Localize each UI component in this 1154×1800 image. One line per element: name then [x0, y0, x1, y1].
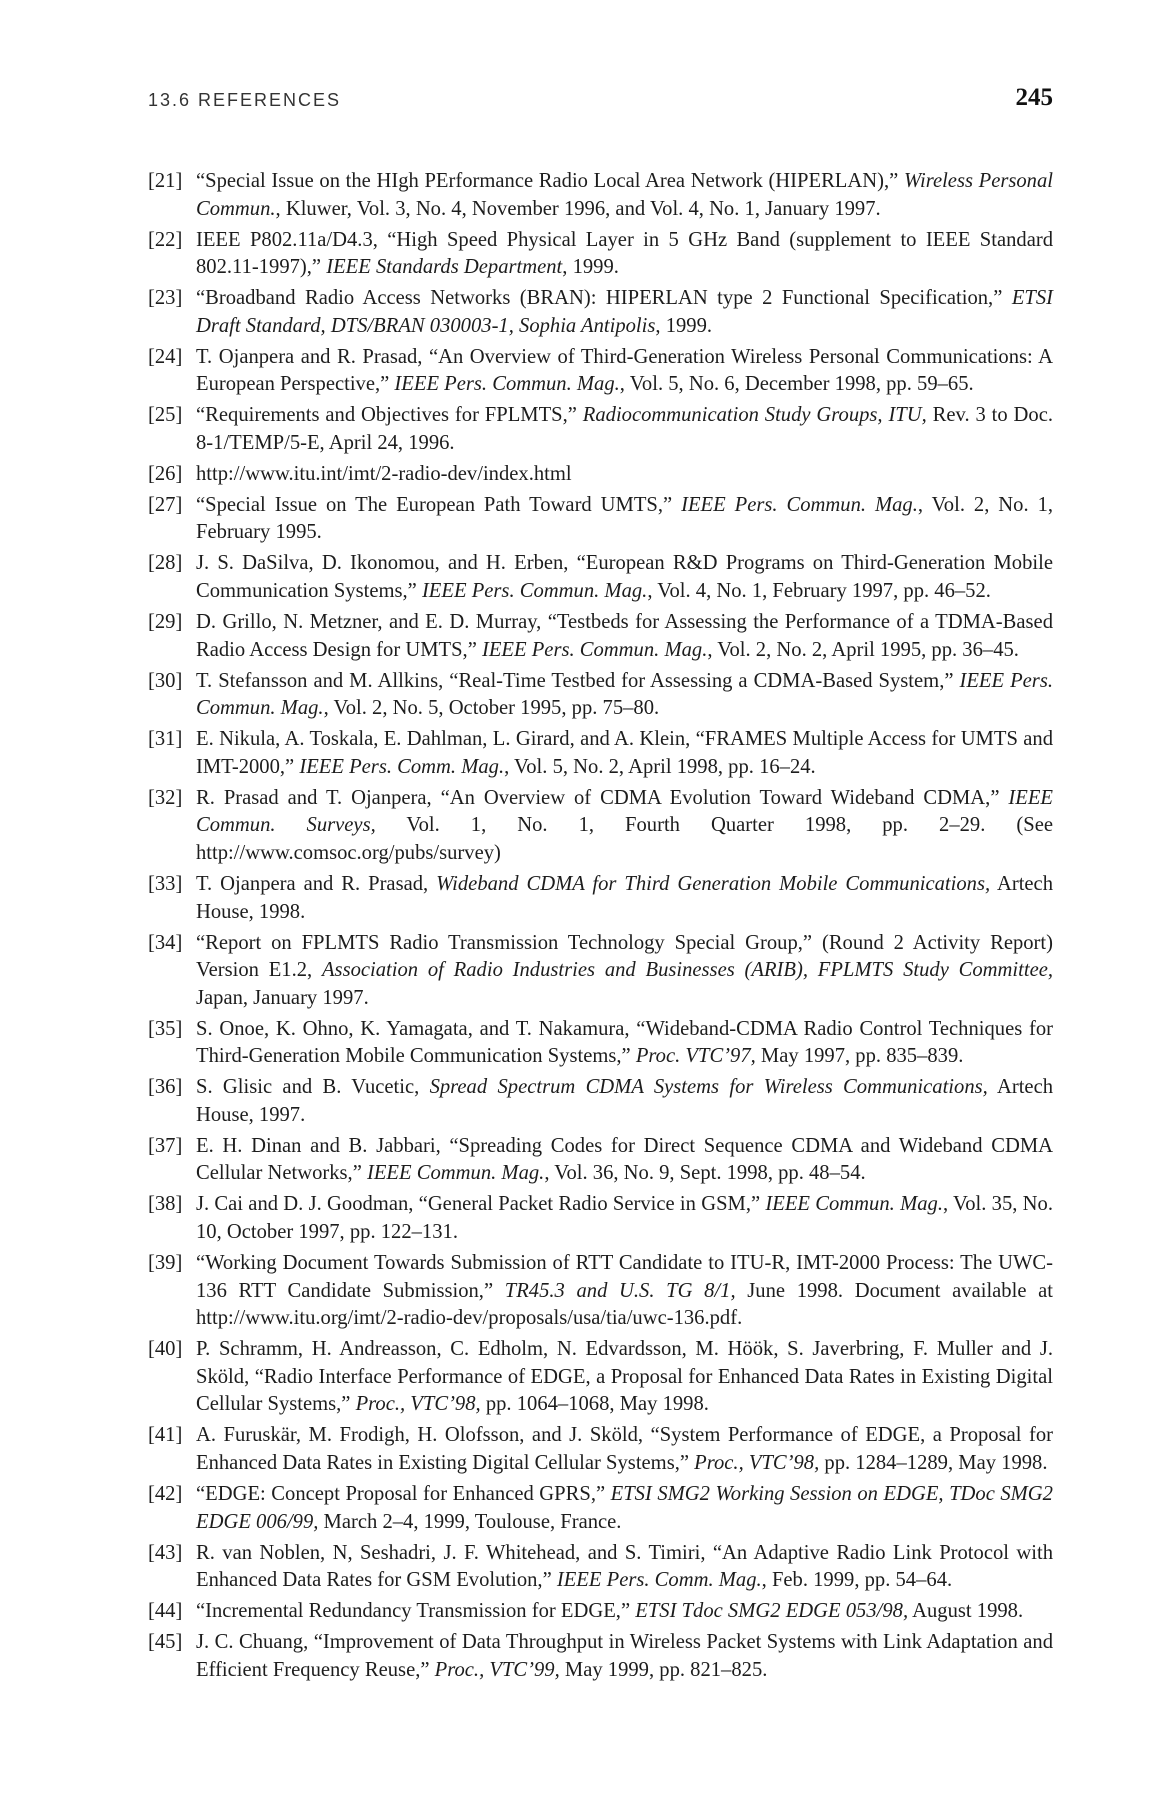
reference-segment: IEEE P802.11a/D4.3, “High Speed Physical Layer in 5 GHz Band (supplement to IEEE Standard 802.11-1997),” — [196, 228, 1053, 279]
reference-text — [196, 726, 1053, 781]
reference-source-italic: IEEE Commun. Surveys, — [196, 786, 1053, 837]
reference-text — [196, 609, 1053, 664]
reference-number: [43] — [148, 1541, 183, 1564]
reference-number: [45] — [148, 1631, 183, 1654]
reference-item — [148, 168, 1053, 223]
page-number: 245 — [1015, 84, 1053, 111]
reference-segment: J. S. DaSilva, D. Ikonomou, and H. Erben, “European R&D Programs on Third-Generation Mobile Communication Systems,” — [196, 552, 1053, 603]
reference-segment: , Vol. 36, No. 9, Sept. 1998, pp. 48–54. — [544, 1162, 866, 1185]
reference-item — [148, 1133, 1053, 1188]
reference-segment: , Vol. 4, No. 1, February 1997, pp. 46–52. — [647, 580, 991, 603]
reference-item — [148, 1540, 1053, 1595]
reference-segment: August 1998. — [908, 1600, 1024, 1623]
reference-source-italic: IEEE Pers. Commun. Mag. — [681, 493, 918, 516]
reference-text — [196, 1540, 1053, 1595]
reference-segment: pp. 1064–1068, May 1998. — [480, 1393, 709, 1416]
reference-item — [148, 550, 1053, 605]
reference-number: [24] — [148, 345, 183, 368]
reference-segment: , Vol. 2, No. 2, April 1995, pp. 36–45. — [707, 638, 1019, 661]
reference-text — [196, 168, 1053, 223]
reference-source-italic: IEEE Pers. Commun. Mag. — [196, 669, 1053, 720]
reference-item — [148, 1422, 1053, 1477]
reference-source-italic: Proc., VTC’98, — [694, 1451, 820, 1474]
reference-source-italic: IEEE Pers. Comm. Mag. — [299, 755, 505, 778]
reference-item — [148, 726, 1053, 781]
reference-item — [148, 930, 1053, 1013]
reference-number: [29] — [148, 611, 183, 634]
reference-source-italic: Radiocommunication Study Groups, ITU, — [582, 404, 927, 427]
reference-number: [36] — [148, 1076, 183, 1099]
reference-text — [196, 461, 1053, 489]
reference-segment: “Broadband Radio Access Networks (BRAN): HIPERLAN type 2 Functional Specification,” — [196, 287, 1012, 310]
reference-source-italic: ETSI Draft Standard, DTS/BRAN 030003-1, Sophia Antipolis — [196, 287, 1053, 337]
reference-segment: E. H. Dinan and B. Jabbari, “Spreading Codes for Direct Sequence CDMA and Wideband CDMA Cellular Networks,” — [196, 1134, 1053, 1185]
reference-segment: “Special Issue on The European Path Toward UMTS,” — [196, 493, 682, 516]
reference-text — [196, 402, 1053, 457]
reference-item — [148, 402, 1053, 457]
reference-number: [27] — [148, 493, 183, 516]
reference-number: [37] — [148, 1134, 183, 1157]
reference-source-italic: Wideband CDMA for Third Generation Mobile Communications, — [436, 872, 991, 895]
reference-item — [148, 492, 1053, 547]
reference-item — [148, 1598, 1053, 1626]
reference-segment: , Vol. 5, No. 2, April 1998, pp. 16–24. — [504, 755, 816, 778]
reference-item — [148, 609, 1053, 664]
reference-segment: “Incremental Redundancy Transmission for EDGE,” — [196, 1600, 636, 1623]
reference-source-italic: TR45.3 and U.S. TG 8/1, — [504, 1279, 736, 1302]
reference-number: [32] — [148, 786, 183, 809]
reference-segment: , Vol. 2, No. 1, February 1995. — [196, 493, 1054, 544]
reference-segment: , 1999. — [562, 256, 619, 279]
reference-segment: E. Nikula, A. Toskala, E. Dahlman, L. Girard, and A. Klein, “FRAMES Multiple Access for UMTS and IMT-2000,” — [196, 728, 1053, 778]
reference-source-italic: IEEE Commun. Mag. — [367, 1162, 545, 1185]
reference-text — [196, 550, 1053, 605]
reference-item — [148, 227, 1053, 282]
reference-segment: R. van Noblen, N, Seshadri, J. F. Whitehead, and S. Timiri, “An Adaptive Radio Link Protocol with Enhanced Data Rates for GSM Evolution,” — [196, 1541, 1053, 1592]
reference-text — [196, 1336, 1053, 1419]
reference-number: [28] — [148, 552, 183, 575]
reference-segment: , Vol. 35, No. 10, October 1997, pp. 122–131. — [196, 1193, 1054, 1244]
reference-item — [148, 785, 1053, 868]
reference-source-italic: Proc., VTC’99, — [434, 1658, 560, 1681]
reference-source-italic: Proc. VTC’97, — [635, 1045, 756, 1068]
reference-segment: , Vol. 2, No. 5, October 1995, pp. 75–80. — [323, 697, 660, 720]
reference-text — [196, 1074, 1053, 1129]
reference-text — [196, 785, 1053, 868]
reference-item — [148, 1191, 1053, 1246]
reference-number: [21] — [148, 170, 183, 192]
reference-segment: “Working Document Towards Submission of RTT Candidate to ITU-R, IMT-2000 Process: The UWC-136 RTT Candidate Submission,” — [196, 1252, 1053, 1302]
reference-source-italic: IEEE Standards Department — [326, 256, 563, 279]
reference-source-italic: IEEE Pers. Comm. Mag. — [556, 1569, 762, 1592]
reference-text — [196, 930, 1053, 1013]
reference-item — [148, 285, 1053, 340]
reference-text — [196, 1422, 1053, 1477]
reference-text — [196, 1250, 1053, 1333]
reference-number: [25] — [148, 404, 183, 427]
reference-segment: March 2–4, 1999, Toulouse, France. — [318, 1510, 622, 1533]
reference-number: [42] — [148, 1482, 183, 1505]
reference-text — [196, 1133, 1053, 1188]
reference-segment: T. Ojanpera and R. Prasad, — [196, 872, 437, 895]
reference-segment: Vol. 1, No. 1, Fourth Quarter 1998, pp. 2–29. (See http://www.comsoc.org/pubs/survey) — [196, 814, 1053, 864]
reference-item — [148, 1016, 1053, 1071]
reference-item — [148, 1629, 1053, 1684]
reference-segment: J. C. Chuang, “Improvement of Data Throughput in Wireless Packet Systems with Link Adaptation and Efficient Frequency Reuse,” — [196, 1631, 1053, 1681]
reference-text — [196, 668, 1053, 723]
section-title: 13.6 REFERENCES — [148, 90, 342, 110]
reference-number: [30] — [148, 669, 183, 692]
reference-segment: Artech House, 1998. — [196, 872, 1053, 923]
reference-number: [34] — [148, 931, 183, 954]
reference-segment: May 1997, pp. 835–839. — [755, 1045, 964, 1068]
reference-item — [148, 1336, 1053, 1419]
reference-source-italic: Spread Spectrum CDMA Systems for Wireless Communications, — [429, 1076, 988, 1099]
reference-source-italic: ETSI SMG2 Working Session on EDGE, TDoc SMG2 EDGE 006/99, — [196, 1482, 1053, 1533]
reference-segment: June 1998. Document available at http://www.itu.org/imt/2-radio-dev/proposals/usa/tia/uwc-136.pdf. — [196, 1279, 1053, 1330]
reference-source-italic: Association of Radio Industries and Businesses (ARIB), FPLMTS Study Committee, — [321, 959, 1053, 982]
reference-item — [148, 344, 1053, 399]
reference-segment: “Report on FPLMTS Radio Transmission Technology Special Group,” (Round 2 Activity Report) Version E1.2, — [196, 931, 1053, 982]
reference-text — [196, 492, 1053, 547]
reference-source-italic: IEEE Pers. Commun. Mag. — [421, 580, 648, 603]
reference-segment: , Kluwer, Vol. 3, No. 4, November 1996, and Vol. 4, No. 1, January 1997. — [275, 197, 881, 220]
reference-segment: pp. 1284–1289, May 1998. — [819, 1451, 1048, 1474]
reference-source-italic: IEEE Pers. Commun. Mag. — [481, 638, 708, 661]
reference-list — [148, 168, 1053, 1688]
running-head — [148, 84, 1053, 120]
reference-number: [35] — [148, 1017, 183, 1040]
reference-segment: R. Prasad and T. Ojanpera, “An Overview of CDMA Evolution Toward Wideband CDMA,” — [196, 786, 1009, 809]
reference-text — [196, 1629, 1053, 1684]
reference-text — [196, 1016, 1053, 1071]
reference-segment: , Vol. 5, No. 6, December 1998, pp. 59–65. — [619, 373, 974, 396]
reference-item — [148, 871, 1053, 926]
reference-segment: S. Glisic and B. Vucetic, — [196, 1076, 430, 1099]
reference-item — [148, 668, 1053, 723]
reference-segment: J. Cai and D. J. Goodman, “General Packet Radio Service in GSM,” — [196, 1193, 766, 1216]
reference-segment: “EDGE: Concept Proposal for Enhanced GPRS,” — [196, 1482, 611, 1505]
reference-text — [196, 344, 1053, 399]
reference-text — [196, 227, 1053, 282]
reference-number: [31] — [148, 728, 183, 751]
reference-segment: “Requirements and Objectives for FPLMTS,” — [196, 404, 583, 427]
reference-source-italic: Wireless Personal Commun. — [196, 170, 1053, 220]
reference-segment: A. Furuskär, M. Frodigh, H. Olofsson, and J. Sköld, “System Performance of EDGE, a Proposal for Enhanced Data Rates in Existing Digital Cellular Systems,” — [196, 1424, 1053, 1474]
reference-item — [148, 1250, 1053, 1333]
reference-segment: Rev. 3 to Doc. 8-1/TEMP/5-E, April 24, 1996. — [196, 404, 1053, 454]
reference-segment: T. Stefansson and M. Allkins, “Real-Time Testbed for Assessing a CDMA-Based System,” — [196, 669, 960, 692]
reference-source-italic: ETSI Tdoc SMG2 EDGE 053/98, — [635, 1600, 909, 1623]
reference-source-italic: IEEE Commun. Mag. — [765, 1193, 943, 1216]
reference-segment: S. Onoe, K. Ohno, K. Yamagata, and T. Nakamura, “Wideband-CDMA Radio Control Techniques for Third-Generation Mobile Communication Systems,” — [196, 1017, 1053, 1068]
reference-number: [40] — [148, 1338, 183, 1361]
reference-segment: http://www.itu.int/imt/2-radio-dev/index.html — [196, 462, 572, 485]
reference-number: [39] — [148, 1252, 183, 1274]
reference-number: [44] — [148, 1600, 183, 1623]
reference-source-italic: IEEE Pers. Commun. Mag. — [394, 373, 620, 396]
reference-text — [196, 1598, 1053, 1626]
reference-segment: “Special Issue on the HIgh PErformance Radio Local Area Network (HIPERLAN),” — [196, 170, 904, 192]
reference-text — [196, 871, 1053, 926]
reference-segment: , 1999. — [655, 314, 713, 337]
reference-source-italic: Proc., VTC’98, — [355, 1393, 481, 1416]
reference-segment: Japan, January 1997. — [196, 986, 369, 1009]
reference-number: [26] — [148, 462, 183, 485]
reference-segment: Artech House, 1997. — [196, 1076, 1054, 1126]
reference-segment: D. Grillo, N. Metzner, and E. D. Murray, “Testbeds for Assessing the Performance of a TDMA-Based Radio Access Design for UMTS,” — [196, 611, 1053, 661]
reference-text — [196, 1191, 1053, 1246]
reference-number: [22] — [148, 228, 183, 251]
reference-text — [196, 1481, 1053, 1536]
reference-segment: P. Schramm, H. Andreasson, C. Edholm, N. Edvardsson, M. Höök, S. Javerbring, F. Muller and J. Sköld, “Radio Interface Performance of EDGE, a Proposal for Enhanced Data Rates in Existing Digital Cellular Systems,” — [196, 1338, 1053, 1416]
reference-item — [148, 1074, 1053, 1129]
reference-number: [38] — [148, 1193, 183, 1216]
reference-number: [41] — [148, 1424, 183, 1447]
reference-number: [33] — [148, 872, 183, 895]
reference-text — [196, 285, 1053, 340]
reference-segment: , Feb. 1999, pp. 54–64. — [761, 1569, 953, 1592]
reference-item — [148, 461, 1053, 489]
reference-item — [148, 1481, 1053, 1536]
reference-number: [23] — [148, 287, 183, 310]
reference-segment: T. Ojanpera and R. Prasad, “An Overview of Third-Generation Wireless Personal Communications: A European Perspective,” — [196, 345, 1053, 396]
reference-segment: May 1999, pp. 821–825. — [559, 1658, 768, 1681]
